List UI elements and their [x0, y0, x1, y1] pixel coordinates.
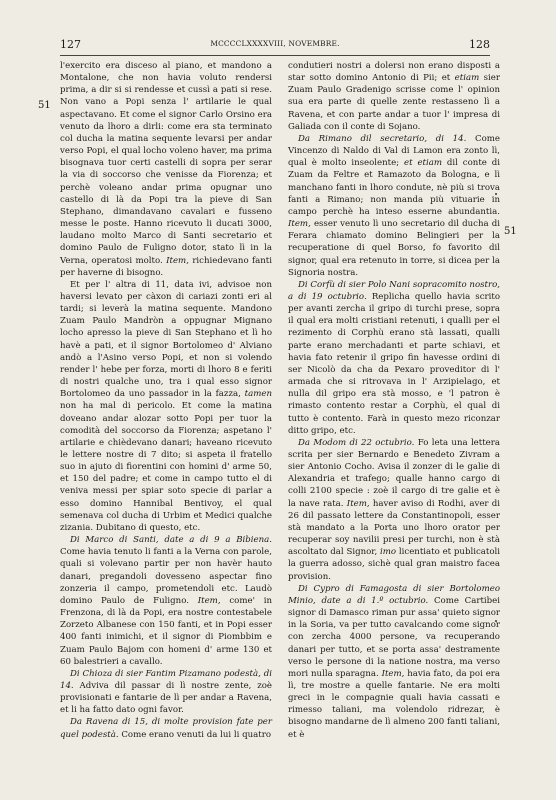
page-header: [60, 38, 490, 54]
paragraph: condutieri nostri a dolersi non erano disposti a star sotto domino Antonio di Pii; et etiam sier Zuam Paulo Gradenigo scrisse come l' opinion sua era parte di quelle zente restasseno lì a Ravena, et con parte andar a tuor l' impresa di Galiada con il conte di Sojano.: [288, 61, 500, 132]
paragraph: Di Chioza di sier Fantim Pizamano podestà, di 14. Adviva dil passar di lì nostre zente, zoè provisionati e fantarie de lì per andar a Ravena, et li ha fatto dato ogni favor.: [60, 668, 273, 716]
paragraph: l'exercito era disceso al piano, et mandono a Montalone, che non havia voluto rendersi prima, a dir si si rendesse et cussì a pati si rese. Non vano a Popi senza l' artilarie le qual aspectavano. Et come el signor Carlo Orsino era venuto da lhoro a dirli: come era sta terminato col ducha la matina sequente levarsi per andar verso Popi, el qual locho voleno haver, ma prima bisognava tuor certi castelli di sopra per serar la via di soccorso che venisse da Fiorenza; et perchè voleano andar prima opugnar uno castello di là da Popi tra la pieve di San Stephano, dimandavano cavalari e fusseno messe le poste. Hanno ricevuto li ducati 3000, laudano molto Marco di Santi secretario et domino Paulo de Fuligno dotor, stato lì in la Verna, operatosi molto. Item, richiedevano fanti per haverne di bisogno.: [60, 61, 273, 278]
margin-line-number-right: 51: [504, 226, 517, 237]
entry-heading: Di Chioza di sier Fantim Pizamano podestà, di 14.: [60, 668, 272, 691]
left-text-column: [60, 60, 272, 741]
running-title: MCCCCLXXXXVIII, NOVEMBRE.: [210, 39, 340, 48]
paragraph: Di Marco di Santi, date a di 9 a Bibiena. Come havia tenuto li fanti a la Verna con parole, quali si volevano partir per non havèr hauto danari, pregandoli dovesseno aspectar fino zonzeria il campo, prometendoli etc. Laudò domino Paulo de Fuligno. Item, come' in Frenzona, di là da Popi, era nostre contestabele Zorzeto Albanese con 150 fanti, et in Popi esser 400 fanti inimichi, et il signor di Piombbim e Zuam Paulo Bajom con homeni d' arme 130 et 60 balestrieri a cavallo.: [60, 535, 273, 667]
entry-heading: Da Modom di 22 octubrio.: [298, 437, 415, 448]
paragraph: Da Rimano dil secretario, di 14. Come Vincenzo di Naldo di Val di Lamon era zonto lì, qual è molto inseolente; et etiam dil conte di Zuam da Feltre et Ramazoto da Bologna, e lì manchano fanti in lhoro condute, nè più si trova fanti a Rimano; non manda più vituarie in campo perchè ha inteso esserne abundantia. Item, esser venuto lì uno secretario dil ducha di Ferara chiamato domino Belingieri per la recuperatione di quel Borso, fo favorito dil signor, qual era retenuto in torre, si dicea per la Signoria nostra.: [288, 133, 500, 278]
page-number-right: 128: [469, 38, 490, 51]
entry-heading: Di Marco di Santi, date a di 9 a Bibiena.: [70, 535, 272, 546]
paragraph: Da Modom di 22 octubrio. Fo leta una lettera scrita per sier Bernardo e Benedeto Zivram a sier Antonio Cocho. Avisa il zonzer di le galie di Alexandria et trafego; qualle hanno cargo di colli 2100 specie : zoè il cargo di tre galie et è la nave rata. Item, haver aviso di Rodhi, aver di 26 dil passato lettere da Constantinopoli, esser stà mandato a la Porta uno lhoro orator per recuperar soy navilii presi per turchi, non è stà ascoltato dal Signor, imo licentiato et publicatoli la guerra adosso, sichè qual gran maistro facea provision.: [288, 437, 501, 582]
paragraph: Di Cypro di Famagosta di sier Bortolomeo Minio, date a di 1.º octubrio. Come Cartibei signor di Damasco riman pur assa' quieto signor in la Soria, va per tutto cavalcando come signor con zercha 4000 persone, va recuperando danari per tutto, et se porta assa' destramente verso le persone di la natione nostra, ma verso mori nulla sparagna. Item, havia fato, da poi era lì, tre mostre a quelle fantarie. Ne era molti greci in le compagnie quali havia cassati e rimesso taliani, ma volendolo ridrezar, è bisogno mandarne de lì almeno 200 fanti taliani, et è: [288, 583, 501, 740]
page-number-left: 127: [60, 38, 81, 51]
margin-line-number-left: 51: [38, 100, 51, 111]
paragraph: Et per l' altra di 11, data ivi, advisoe non haversi levato per càxon di cariazi zonti eri al tardi; si leverà la matina sequente. Mandono Zuam Paulo Mandròn a oppugnar Mignano locho apresso la pieve di San Stephano et lì ho havè a pati, et il signor Bortolomeo d' Alviano andò a l'Asino verso Popi, et non si volendo render l' hebe per forza, morti di lhoro 8 e feriti di nostri qualche uno, tra i qual esso signor Bortolomeo da uno passador in la fazza, tamen non ha mal di pericolo. Et come la matina doveano andar alozar sotto Popi per tuor la comodità del soccorso da Fiorenza; aspetano l' artilarie e chièdevano danari; haveano ricevuto le lettere nostre di 7 dito; si aspeta il fratello suo in ajuto di fiorentini con homini d' arme 50, et 150 del padre; et come in campo tutto el di veniva messi per spiar soto specie di parlar a esso domino Hannibal Bentivoy, el qual semenava col ducha di Urbim et Medici qualche zizania. Dubitano di questo, etc.: [60, 279, 272, 533]
header-rule: [60, 55, 490, 56]
paragraph: Da Ravena di 15, di molte provision fate per quel podestà. Come erano venuti da lui li quatro: [60, 717, 272, 740]
right-text-column: [288, 60, 500, 741]
entry-heading: Da Rimano dil secretario, di 14.: [298, 133, 467, 144]
entry-heading: Di Cypro di Famagosta di sier Bortolomeo Minio, date a di 1.º octubrio.: [288, 583, 500, 606]
entry-heading: Di Corfù di sier Polo Nani sopracomito nostro, a di 19 octubrio.: [288, 279, 500, 302]
paragraph: Di Corfù di sier Polo Nani sopracomito nostro, a di 19 octubrio. Replicha quello havia scrito per avanti zercha il gripo di turchi prese, sopra il qual era molti cristiani retenuti, i qualli per el rezimento di Corphù erano stà lassati, qualli parte erano merchadanti et parte schiavi, et havia fato retenir il gripo fin havesse ordini di ser Nicolò da cha da Pexaro proveditor di l' armada che si ritrovava in l' Arzipielago, et nulla dil gripo era stà mosso, e 'l patron è rimasto contento restar a Corphù, el qual di tutto è contento. Farà in questo mezo riconzar ditto gripo, etc.: [288, 279, 501, 436]
entry-heading: Da Ravena di 15, di molte provision fate per quel podestà.: [60, 717, 272, 740]
